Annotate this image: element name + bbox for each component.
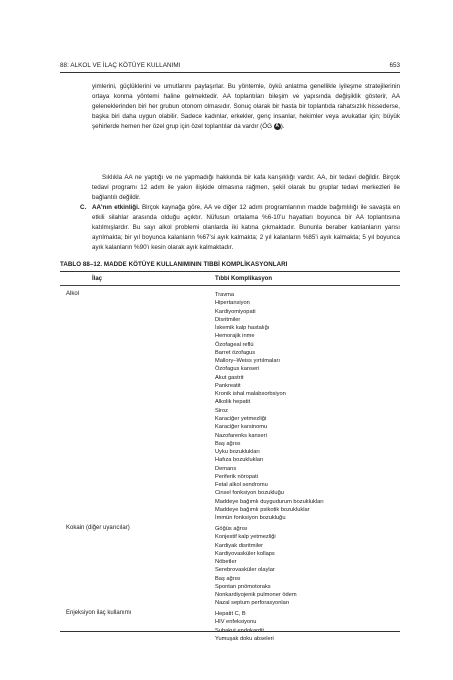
list-marker: C.: [80, 204, 87, 211]
complication-item: Barret özofagus: [215, 349, 256, 356]
header-divider: [60, 72, 400, 73]
paragraph-aa-definition: Sıklıkla AA ne yaptığı ve ne yapmadığı hakkında bir kafa karışıklığı vardır. AA, bir tedavi değildir. Birçok tedavi programı 12 adım ile yakın ilişkide olmasına rağmen, şekil olarak bu gruplar tedavi merkezleri ile bağlantılı değildir.: [92, 174, 400, 202]
complication-item: Karaciğer yetmezliği: [215, 415, 267, 422]
paragraph-text: yimlerini, güçlüklerini ve umutlarını paylaşırlar. Bu yöntemle, öykü anlatma genellikle iyileşme stratejilerinin ortaya konma yöntemi haline gelmektedir. AA toplantıları bileşim ve yapısında değişiklik gösterir, AA geleneklerinden biri her grubun otonom olmasıdır. Sonuç olarak bir hasta bir toplantıda rahatsızlık hissederse, başka biri daha uygun olabilir. Sadece kadınlar, erkekler, genç insanlar, hekimler veya avukatlar için; büyük şehirlerde hemen her özel grup için özel toplantılar da vardır (ÖG: [92, 83, 400, 131]
column-header-complication: Tıbbi Komplikasyon: [215, 276, 273, 282]
complication-item: Nazal septum perforasyonları: [215, 600, 290, 607]
paragraph-lead: AA'nın etkinliği.: [92, 204, 140, 211]
paragraph-aa-effectiveness: [80, 203, 400, 253]
og-badge-icon: A: [275, 123, 280, 130]
complication-item: Alkolik hepatit: [215, 399, 251, 406]
complication-item: Özofagus kanseri: [215, 366, 260, 373]
complication-item: Hafıza bozuklukları: [215, 457, 264, 464]
table-bottom-rule: [60, 631, 400, 632]
complication-item: Baş ağrısı: [215, 575, 241, 582]
complication-item: Maddeye bağımlı duygudurum bozuklukları: [215, 498, 324, 505]
paragraph-support-groups: [92, 82, 400, 132]
complication-item: Maddeye bağımlı psikotik bozukluklar: [215, 506, 310, 513]
complication-item: Spontan pnömotoraks: [215, 583, 271, 590]
complication-item: Demans: [215, 465, 237, 472]
complication-item: İskemik kalp hastalığı: [215, 325, 270, 332]
complication-item: Göğüs ağrısı: [215, 526, 248, 532]
table-row-drug: Enjeksiyon ilaç kullanımı: [66, 610, 132, 616]
complication-item: Uyku bozuklukları: [215, 449, 260, 456]
complication-item: Nöbetler: [215, 559, 237, 566]
paragraph-end: ).: [280, 123, 285, 131]
table-top-rule: [60, 271, 400, 272]
complication-item: Kardiyak disritmiler: [215, 542, 264, 549]
complication-item: Periferik nöropati: [215, 473, 258, 480]
complication-item: Pankreatit: [215, 382, 241, 389]
table-title: TABLO 88–12. MADDE KÖTÜYE KULLANIMININ TIBBİ KOMPLİKASYONLARI: [60, 261, 288, 268]
complication-list: [215, 291, 324, 522]
complication-item: Konjestif kalp yetmezliği: [215, 534, 276, 541]
complication-list: [215, 525, 297, 608]
complication-item: HIV enfeksiyonu: [215, 619, 257, 626]
complication-item: Cinsel fonksiyon bozukluğu: [215, 490, 284, 497]
table-header-rule: [60, 285, 400, 286]
complication-item: Nazofarenks kanseri: [215, 432, 267, 439]
complication-item: Karaciğer karsinomu: [215, 424, 268, 431]
complication-item: Baş ağrısı: [215, 440, 241, 447]
complication-item: Kronik ishal malabsorbsiyon: [215, 391, 286, 398]
complication-item: Özofageal reflü: [215, 341, 254, 348]
table-row-drug: Alkol: [66, 291, 80, 297]
complication-item: Hipertansiyon: [215, 300, 250, 307]
complication-item: Siroz: [215, 407, 228, 414]
complication-item: Akut gastrit: [215, 374, 244, 381]
complication-item: Kardiyovasküler kollaps: [215, 550, 275, 557]
page-number: 653: [389, 62, 400, 69]
complication-item: Mallory–Weiss yırtılmaları: [215, 358, 280, 365]
complication-item: Subakut endokardit: [215, 627, 265, 634]
chapter-title: 88: ALKOL VE İLAÇ KÖTÜYE KULLANIMI: [60, 62, 181, 69]
column-header-drug: İlaç: [92, 276, 103, 282]
complication-item: Nonkardiyojenik pulmoner ödem: [215, 592, 297, 599]
complication-item: Disritmiler: [215, 316, 241, 323]
complication-item: Serebrovasküler olaylar: [215, 567, 275, 574]
complication-item: Travma: [215, 292, 235, 298]
complication-item: Hemorajik inme: [215, 333, 255, 340]
complication-item: Fetal alkol sendromu: [215, 482, 268, 489]
complication-item: Hepatit C, B: [215, 611, 246, 617]
table-row-drug: Kokain (diğer uyarıcılar): [66, 525, 130, 531]
paragraph-text: Birçok kaynağa göre, AA ve diğer 12 adım programlarının madde bağımlılığı ile savaşta en etkili silahlar arasında olduğu açıktır. Nüfusun ortalama %6-10'u hayatları boyunca bir AA toplantısına katılmışlardır. Bu sayı alkol problemi olanlarda iki katına çıkmaktadır. Bununla beraber katılanların yarısı ayrılmakta; bir yıl boyunca kalanların %67'si ayık kalmakta; 2 yıl kalanların %85'i ayık kalmakta; 5 yıl boyunca ayık kalanların %90'ı kesin olarak ayık kalmaktadır.: [92, 204, 400, 252]
complication-item: Kardiyomiyopati: [215, 308, 256, 315]
complication-list: [215, 610, 274, 643]
complication-item: İmmün fonksiyon bozukluğu: [215, 515, 286, 522]
complication-item: Yumuşak doku abseleri: [215, 635, 274, 642]
